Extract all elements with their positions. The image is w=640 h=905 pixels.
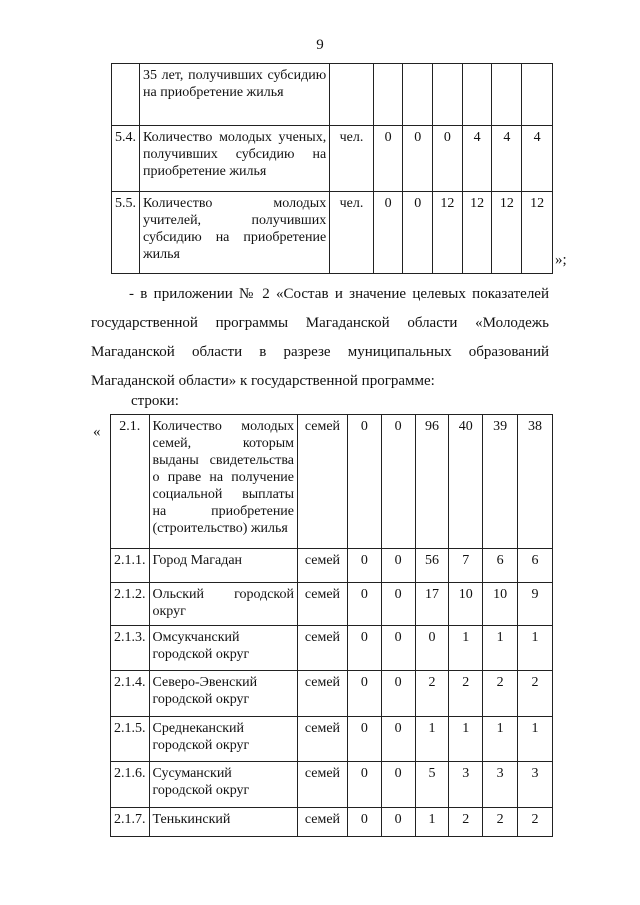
value-cell [403, 64, 433, 126]
indicator-name: Ольский городской округ [149, 583, 298, 626]
value-cell: 12 [492, 192, 522, 274]
value-cell: 0 [347, 762, 381, 808]
rows-label: строки: [131, 393, 179, 409]
value-cell [373, 64, 403, 126]
row-number: 2.1.2. [111, 583, 150, 626]
value-cell: 40 [449, 415, 483, 549]
value-cell: 2 [449, 808, 483, 837]
value-cell: 12 [432, 192, 462, 274]
value-cell: 7 [449, 549, 483, 583]
value-cell: 56 [415, 549, 449, 583]
value-cell: 0 [381, 583, 415, 626]
value-cell: 96 [415, 415, 449, 549]
value-cell: 4 [522, 126, 553, 192]
unit-cell: чел. [330, 126, 374, 192]
table-row [111, 671, 553, 717]
indicator-name: Омсукчанский городской округ [149, 626, 298, 671]
indicator-name: Северо-Эвенский городской округ [149, 671, 298, 717]
table-row [112, 64, 553, 126]
value-cell: 5 [415, 762, 449, 808]
value-cell: 3 [483, 762, 518, 808]
value-cell: 1 [518, 626, 553, 671]
value-cell: 1 [415, 808, 449, 837]
value-cell: 0 [403, 192, 433, 274]
unit-cell: семей [298, 583, 348, 626]
value-cell: 9 [518, 583, 553, 626]
value-cell [492, 64, 522, 126]
indicators-table-2 [110, 414, 553, 837]
row-number: 5.5. [112, 192, 140, 274]
row-number: 2.1.1. [111, 549, 150, 583]
value-cell: 0 [381, 671, 415, 717]
value-cell: 0 [381, 415, 415, 549]
paragraph-line-1: - в приложении № 2 «Состав и значение целевых показателей [129, 286, 549, 302]
value-cell: 38 [518, 415, 553, 549]
value-cell [462, 64, 492, 126]
value-cell: 6 [518, 549, 553, 583]
table-row [111, 626, 553, 671]
row-number: 2.1. [111, 415, 150, 549]
value-cell: 6 [483, 549, 518, 583]
value-cell: 17 [415, 583, 449, 626]
value-cell: 1 [483, 626, 518, 671]
value-cell: 3 [518, 762, 553, 808]
value-cell: 0 [373, 192, 403, 274]
value-cell: 1 [449, 717, 483, 762]
paragraph-line-2: государственной программы Магаданской области «Молодежь [91, 315, 549, 331]
table-row [111, 808, 553, 837]
row-number: 2.1.4. [111, 671, 150, 717]
indicator-name: Тенькинский [149, 808, 298, 837]
value-cell: 1 [518, 717, 553, 762]
value-cell: 0 [381, 717, 415, 762]
indicator-name: Город Магадан [149, 549, 298, 583]
value-cell: 0 [381, 762, 415, 808]
value-cell: 2 [449, 671, 483, 717]
value-cell: 12 [522, 192, 553, 274]
value-cell: 0 [347, 808, 381, 837]
table-row [112, 192, 553, 274]
row-number: 5.4. [112, 126, 140, 192]
unit-cell [330, 64, 374, 126]
row-number: 2.1.3. [111, 626, 150, 671]
row-number [112, 64, 140, 126]
value-cell: 4 [462, 126, 492, 192]
row-number: 2.1.7. [111, 808, 150, 837]
unit-cell: семей [298, 762, 348, 808]
value-cell: 2 [518, 808, 553, 837]
indicator-name: Количество молодых ученых, получивших субсидию на приобретение жилья [140, 126, 330, 192]
unit-cell: семей [298, 626, 348, 671]
value-cell: 0 [347, 717, 381, 762]
value-cell: 0 [381, 549, 415, 583]
paragraph-line-4: Магаданской области» к государственной программе: [91, 373, 435, 389]
value-cell: 0 [373, 126, 403, 192]
value-cell: 2 [483, 808, 518, 837]
closing-quote: »; [555, 252, 567, 268]
paragraph-line-3: Магаданской области в разрезе муниципальных образований [91, 344, 549, 360]
value-cell: 0 [347, 626, 381, 671]
row-number: 2.1.6. [111, 762, 150, 808]
table-row [111, 549, 553, 583]
value-cell: 0 [347, 549, 381, 583]
value-cell: 0 [347, 671, 381, 717]
value-cell: 0 [381, 626, 415, 671]
unit-cell: семей [298, 808, 348, 837]
unit-cell: чел. [330, 192, 374, 274]
indicator-name: Сусуманский городской округ [149, 762, 298, 808]
table-row [111, 762, 553, 808]
value-cell: 0 [403, 126, 433, 192]
value-cell: 0 [381, 808, 415, 837]
value-cell [522, 64, 553, 126]
unit-cell: семей [298, 549, 348, 583]
unit-cell: семей [298, 717, 348, 762]
row-number: 2.1.5. [111, 717, 150, 762]
value-cell: 0 [347, 583, 381, 626]
indicator-name: Количество молодых семей, которым выданы свидетельства о праве на получение социальной выплаты на приобретение (строительство) жилья [149, 415, 298, 549]
table-row [111, 717, 553, 762]
unit-cell: семей [298, 671, 348, 717]
value-cell: 2 [483, 671, 518, 717]
value-cell: 1 [415, 717, 449, 762]
value-cell: 2 [518, 671, 553, 717]
page-number: 9 [316, 37, 324, 53]
opening-quote: « [93, 424, 101, 440]
value-cell: 1 [483, 717, 518, 762]
value-cell [432, 64, 462, 126]
value-cell: 12 [462, 192, 492, 274]
table-row [112, 126, 553, 192]
value-cell: 4 [492, 126, 522, 192]
value-cell: 10 [449, 583, 483, 626]
table-row [111, 583, 553, 626]
unit-cell: семей [298, 415, 348, 549]
value-cell: 0 [432, 126, 462, 192]
value-cell: 0 [415, 626, 449, 671]
value-cell: 0 [347, 415, 381, 549]
value-cell: 3 [449, 762, 483, 808]
indicator-name: Количество молодых учителей, получивших субсидию на приобретение жилья [140, 192, 330, 274]
value-cell: 39 [483, 415, 518, 549]
table-row [111, 415, 553, 549]
value-cell: 1 [449, 626, 483, 671]
indicator-name: 35 лет, получивших субсидию на приобретение жилья [140, 64, 330, 126]
value-cell: 10 [483, 583, 518, 626]
indicator-name: Среднеканский городской округ [149, 717, 298, 762]
value-cell: 2 [415, 671, 449, 717]
indicators-table-1 [111, 63, 553, 274]
